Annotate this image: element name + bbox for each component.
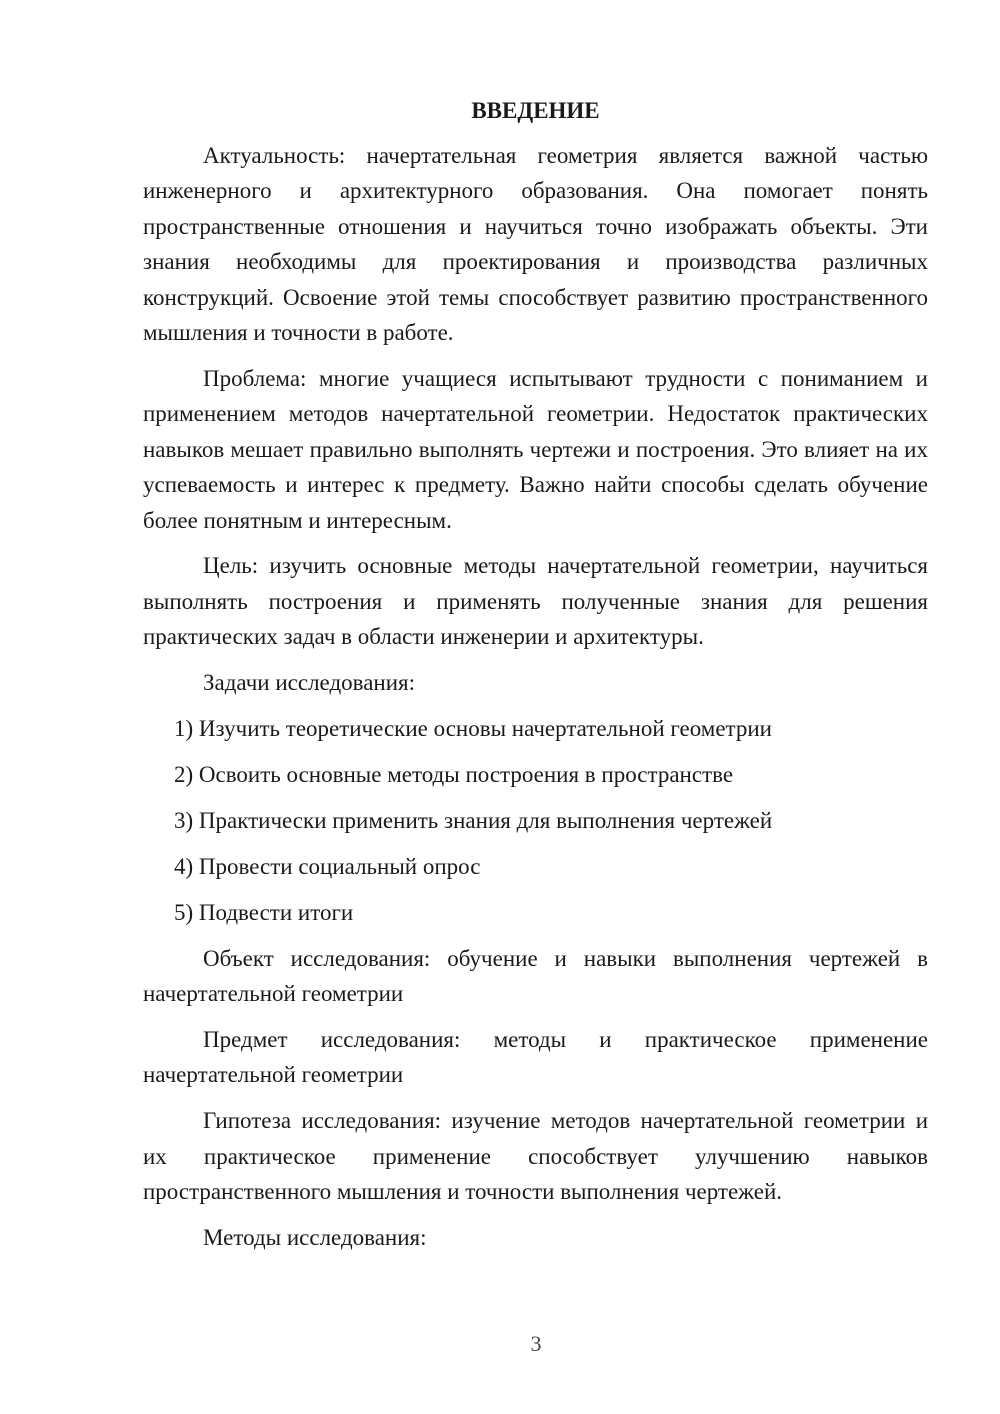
- paragraph-methods-label: Методы исследования:: [203, 1224, 427, 1250]
- list-item: 1) Изучить теоретические основы начертательной геометрии: [174, 716, 772, 742]
- paragraph-problem: Проблема: многие учащиеся испытывают трудности с пониманием и применением методов начертательной геометрии. Недостаток практических навыков мешает правильно выполнять чертежи и построения. Это влияет на их успеваемость и интерес к предмету. Важно найти способы сделать обучение более понятным и интересным.: [143, 365, 928, 533]
- paragraph-hypothesis: Гипотеза исследования: изучение методов начертательной геометрии и их практическое применение способствует улучшению навыков пространственного мышления и точности выполнения чертежей.: [143, 1108, 928, 1205]
- list-item: 2) Освоить основные методы построения в пространстве: [174, 762, 734, 787]
- page-number: 3: [530, 1331, 542, 1356]
- tasks-list: [143, 711, 928, 930]
- paragraph-subject: Предмет исследования: методы и практическое применение начертательной геометрии: [143, 1026, 928, 1088]
- paragraph-tasks-label: Задачи исследования:: [203, 670, 416, 696]
- list-item: 3) Практически применить знания для выполнения чертежей: [174, 807, 773, 833]
- section-heading: ВВЕДЕНИЕ: [471, 98, 600, 123]
- paragraph-object: Объект исследования: обучение и навыки выполнения чертежей в начертательной геометрии: [143, 945, 928, 1007]
- page-content: [143, 92, 928, 1266]
- list-item: 5) Подвести итоги: [174, 899, 354, 925]
- paragraph-relevance: Актуальность: начертательная геометрия является важной частью инженерного и архитектурного образования. Она помогает понять пространственные отношения и научиться точно изображать объекты. Эти знания необходимы для проектирования и производства различных конструкций. Освоение этой темы способствует развитию пространственного мышления и точности в работе.: [143, 143, 928, 346]
- list-item: 4) Провести социальный опрос: [174, 853, 481, 879]
- paragraph-goal: Цель: изучить основные методы начертательной геометрии, научиться выполнять построения и применять полученные знания для решения практических задач в области инженерии и архитектуры.: [143, 553, 928, 650]
